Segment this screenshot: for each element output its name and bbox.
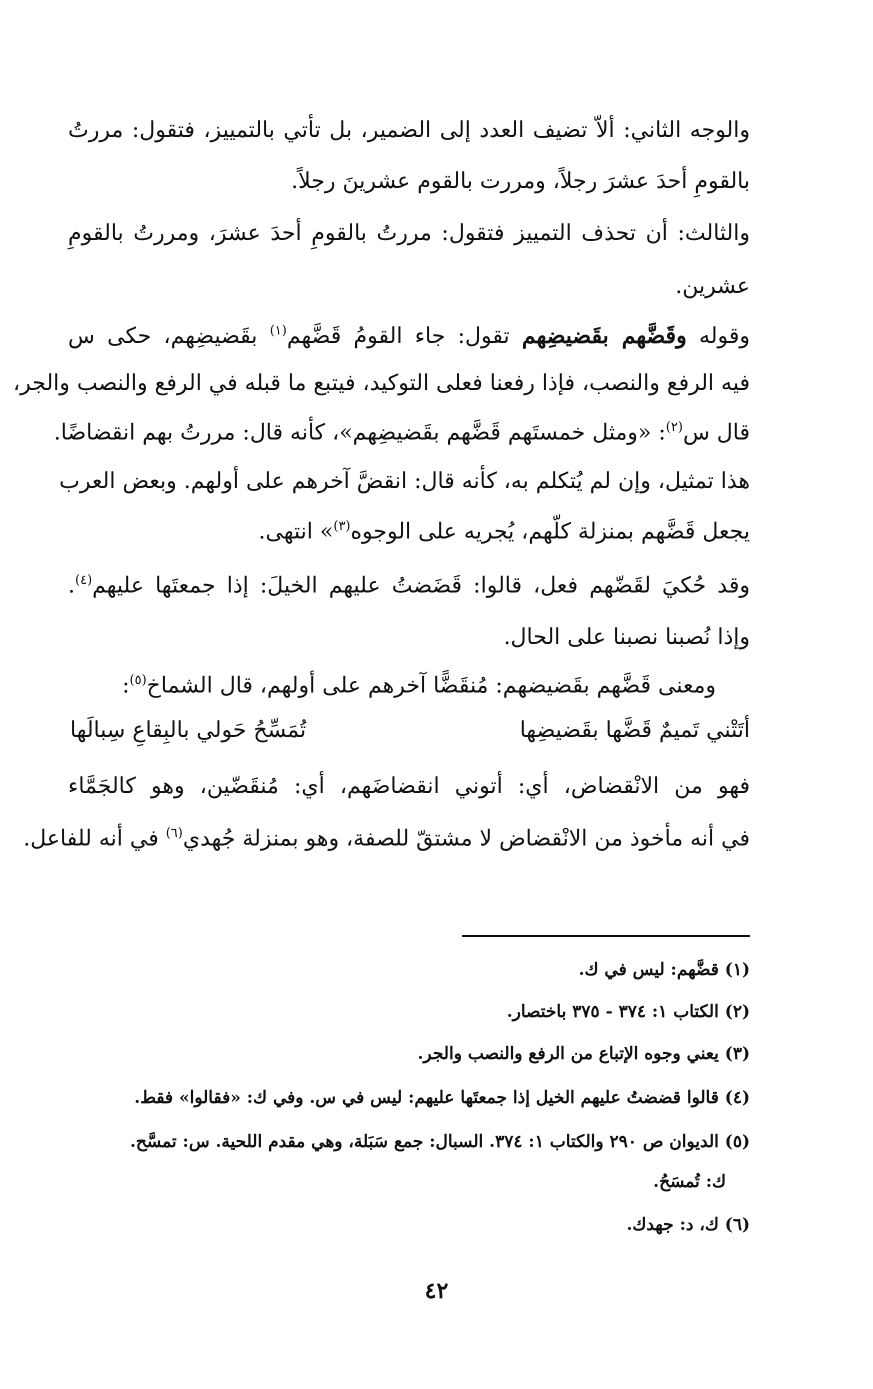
footnote-mark: (٤) (724, 1088, 750, 1108)
text-run: : (122, 673, 130, 699)
text-run: . (68, 573, 75, 599)
footnote-ref: (١) (269, 323, 287, 339)
text-run: في أنه مأخوذ من الانْقضاض لا مشتقّ للصفة، وهو بمنزلة جُهدي (182, 826, 750, 852)
paragraph-line (23, 826, 750, 852)
footnote-item (507, 1002, 750, 1022)
footnote-mark: (٦) (724, 1215, 750, 1235)
footnote-mark: (١) (724, 960, 750, 980)
footnotes (68, 960, 750, 1240)
footnote-ref: (٤) (75, 573, 93, 588)
text-run: ومعنى قَضَّهم بقَضيضهم: مُنقَضًّا آخرهم على أولهم، قال الشماخ (146, 673, 716, 699)
text-run: بقَضيضِهم، حكى س (68, 324, 258, 349)
page-number: ٤٢ (424, 1278, 449, 1304)
footnote-text: ك، د: جهدك. (626, 1215, 719, 1235)
paragraph-line: هذا تمثيل، وإن لم يُتكلم به، كأنه قال: انقضَّ آخرهم على أولهم. وبعض العرب (59, 469, 750, 494)
lead-in: وقوله (698, 324, 750, 349)
footnote-mark: (٥) (724, 1132, 750, 1152)
footnote-ref: (٣) (333, 519, 351, 534)
paragraph-line: فيه الرفع والنصب، فإذا رفعنا فعلى التوكيد، فيتبع ما قبله في الرفع والنصب والجر، (13, 371, 750, 396)
paragraph-line: بالقومِ أحدَ عشرَ رجلاً، ومررت بالقوم عشرينَ رجلاً. (291, 169, 750, 194)
footnote-item (418, 1044, 750, 1064)
text-run: تقول: جاء القومُ قَضَّهم (286, 324, 510, 349)
text-run: وقد حُكيَ لقَضّهم فعل، قالوا: قَضَضتُ عليهم الخيلَ: إذا جمعتَها عليهم (92, 573, 750, 599)
paragraph-line (68, 519, 750, 544)
footnote-text: يعني وجوه الإتباع من الرفع والنصب والجر. (417, 1044, 719, 1064)
poetry-verse (70, 718, 750, 758)
paragraph-line: والوجه الثاني: ألاّ تضيف العدد إلى الضمير، بل تأتي بالتمييز، فتقول: مررتُ (68, 118, 750, 143)
footnote-item (579, 960, 750, 980)
footnote-ref: (٦) (165, 826, 183, 841)
text-run: يجعل قَضَّهم بمنزلة كلّهم، يُجريه على الوجوه (350, 519, 750, 545)
text-run: قال س (682, 420, 750, 446)
text-run: » انتهى. (258, 519, 334, 545)
footnote-text: قالوا قضضتُ عليهم الخيل إذا جمعتَها عليهم: ليس في س. وفي ك: «فقالوا» فقط. (134, 1088, 719, 1108)
verse-second-hemistich: تُمَسِّحُ حَولي بالبِقاعِ سِبالَها (70, 718, 307, 743)
footnote-mark: (٢) (724, 1002, 750, 1022)
text-run: في أنه للفاعل. (23, 826, 166, 852)
footnote-text: قضَّهم: ليس في ك. (578, 960, 719, 980)
footnote-text: الديوان ص ٢٩٠ والكتاب ١: ٣٧٤. السبال: جمع سَبَلة، وهي مقدم اللحية. س: تمسَّح. (130, 1132, 719, 1152)
text-run: : «ومثل خمستَهم قَضَّهم بقَضيضِهم»، كأنه قال: مررتُ بهم انقضاضًا. (53, 420, 666, 446)
paragraph-line: والثالث: أن تحذف التمييز فتقول: مررتُ بالقومِ أحدَ عشرَ، ومررتُ بالقومِ (68, 221, 750, 246)
paragraph-line (68, 673, 716, 698)
paragraph-line: وإذا نُصبنا نصبنا على الحال. (503, 625, 750, 650)
footnote-continuation: ك: تُمسَحُ. (653, 1172, 726, 1192)
footnote-text: الكتاب ١: ٣٧٤ - ٣٧٥ باختصار. (506, 1002, 719, 1022)
paragraph-line: عشرين. (675, 274, 750, 299)
footnote-mark: (٣) (724, 1044, 750, 1064)
paragraph-line: فهو من الانْقضاض، أي: أتوني انقضاضَهم، أي: مُنقَضّين، وهو كالجَمَّاء (68, 774, 750, 799)
paragraph-line (68, 573, 750, 598)
paragraph-line (68, 323, 750, 349)
footnote-divider (462, 935, 750, 937)
footnote-item (626, 1215, 750, 1235)
footnote-ref: (٢) (665, 420, 683, 435)
footnote-item (130, 1132, 750, 1152)
headword: وقَضَّهم بقَضيضِهم (521, 323, 687, 349)
footnote-item (134, 1088, 750, 1108)
paragraph-line (53, 420, 750, 446)
footnote-ref: (٥) (129, 673, 147, 688)
verse-first-hemistich: أتَتْني تَميمٌ قَضَّها بقَضيضِها (519, 718, 750, 743)
